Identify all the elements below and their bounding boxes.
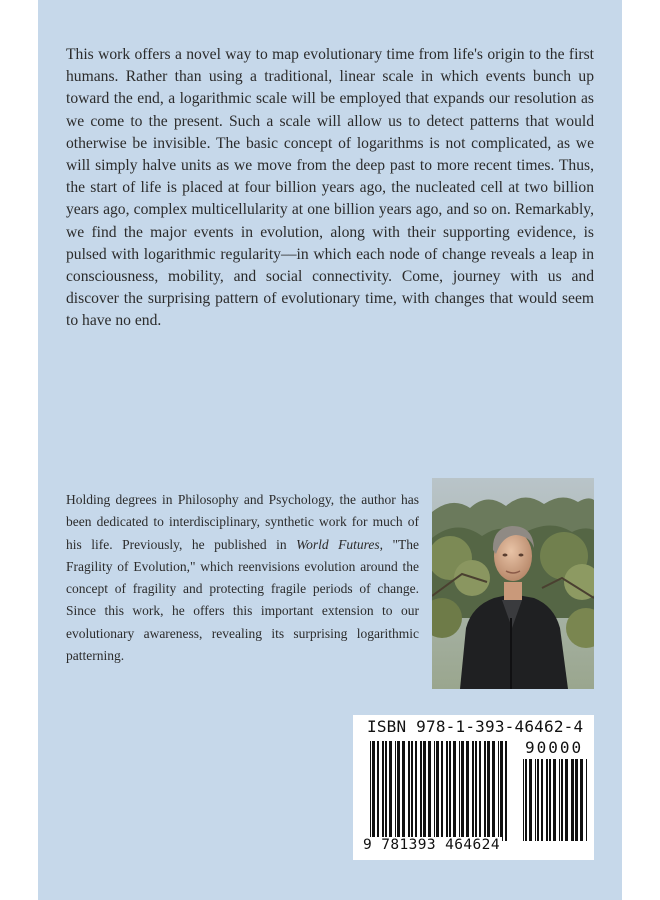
back-cover (38, 0, 622, 900)
barcode-bar (385, 741, 387, 841)
barcode-bar (475, 741, 477, 841)
barcode-bar (382, 741, 384, 841)
barcode-bar (466, 741, 469, 841)
author-photo (432, 478, 594, 689)
author-bio-text-2: , "The Fragility of Evolution," which reenvisions evolution around the concept of fragility and protecting fragile periods of change. Since this work, he offers this important extension to our evolutionary awareness, revealing its surprising logarithmic patterning. (66, 536, 419, 664)
barcode-bar (411, 741, 413, 841)
barcode-bar (525, 759, 527, 841)
barcode-bar (389, 741, 392, 841)
barcode-bar (479, 741, 481, 841)
barcode-bar (575, 759, 578, 841)
barcode-bar (377, 741, 379, 841)
isbn-barcode (353, 715, 594, 860)
barcode-digits: 9 781393 464624 (363, 837, 500, 853)
barcode-bar (459, 741, 460, 841)
barcode-bar (436, 741, 439, 841)
barcode-bar (434, 741, 435, 841)
barcode-bar (487, 741, 490, 841)
barcode-bar (428, 741, 431, 841)
barcode-bar (461, 741, 464, 841)
author-bio (66, 489, 419, 667)
barcode-bar (559, 759, 560, 841)
barcode-bar (500, 741, 503, 841)
barcode-bar (561, 759, 563, 841)
book-description: This work offers a novel way to map evolutionary time from life's origin to the first humans. Rather than using a traditional, linear scale in which events bunch up toward the end, a logarithmic scale will be employed that expands our resolution as we come to the present. Such a scale will allow us to detect patterns that would otherwise be invisible. The basic concept of logarithms is not complicated, as we will simply halve units as we move from the deep past to more recent times. Thus, the start of life is placed at four billion years ago, the nucleated cell at two billion years ago, complex multicellularity at one billion years ago, and so on. Remarkably, we find the major events in evolution, along with their supporting evidence, is pulsed with logarithmic regularity––in which each node of change reveals a leap in consciousness, mobility, and social connectivity. Come, journey with us and discover the surprising pattern of evolutionary time, with changes that would seem to have no end. (66, 46, 594, 330)
barcode-bar (415, 741, 417, 841)
barcode-bar (537, 759, 539, 841)
barcode-bar (423, 741, 426, 841)
barcode-bar (546, 759, 548, 841)
barcode-bar (420, 741, 422, 841)
barcode-bar (453, 741, 456, 841)
barcode-bar (529, 759, 532, 841)
author-bio-text-1: Holding degrees in Philosophy and Psychology, the author has been dedicated to interdisciplinary, synthetic work for much of his life. Previously, he published in (66, 492, 419, 552)
barcode-bar (571, 759, 574, 841)
isbn-label: ISBN 978-1-393-46462-4 (367, 717, 584, 736)
barcode-bar (535, 759, 536, 841)
barcode-bar (408, 741, 410, 841)
barcode-bar (372, 741, 375, 841)
barcode-bar (492, 741, 495, 841)
barcode-bar (484, 741, 486, 841)
barcode-bar (586, 759, 587, 841)
barcode-bar (580, 759, 583, 841)
barcode-bar (402, 741, 405, 841)
journal-title: World Futures (296, 536, 380, 552)
barcode-bar (446, 741, 448, 841)
barcode-bar (395, 741, 396, 841)
barcode-bar (505, 741, 507, 841)
barcode-bar (498, 741, 499, 841)
barcode-bar (472, 741, 474, 841)
barcode-bar (523, 759, 524, 841)
barcode-bar (553, 759, 556, 841)
barcode-bar (370, 741, 371, 841)
barcode-bar (449, 741, 451, 841)
barcode-bar (549, 759, 551, 841)
barcode-bar (441, 741, 443, 841)
price-code: 90000 (525, 738, 584, 757)
barcode-bar (541, 759, 543, 841)
barcode-bar (565, 759, 568, 841)
barcode-bar (397, 741, 400, 841)
